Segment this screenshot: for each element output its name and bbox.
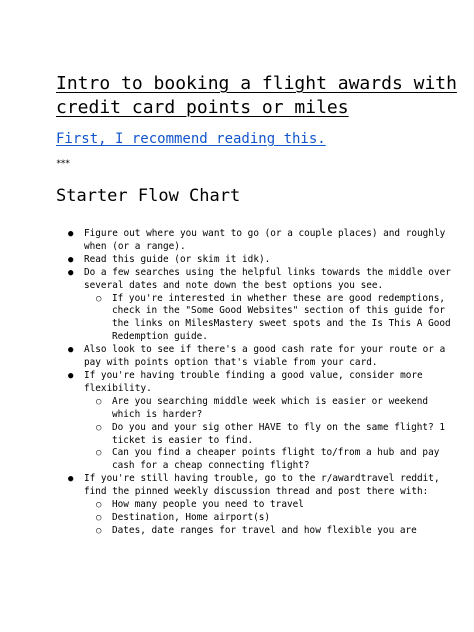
recommended-reading-link[interactable]: First, I recommend reading this. (56, 131, 326, 147)
list-item-text: Can you find a cheaper points flight to/from a hub and pay (112, 447, 440, 459)
list-item-text: check in the "Some Good Websites" section of this guide for (112, 305, 446, 317)
list-item (56, 499, 428, 512)
hollow-bullet-icon: ○ (96, 512, 102, 523)
list-item-text: Redemption guide. (112, 331, 208, 343)
list-item-text: Figure out where you want to go (or a couple places) and roughly (84, 228, 446, 239)
list-item-text: If you're still having trouble, go to the r/awardtravel reddit, (84, 473, 440, 485)
list-item (56, 421, 446, 448)
list-item-text: flexibility. (84, 382, 152, 394)
list-item-text: the links on MilesMastery sweet spots and the Is This A Good (112, 318, 451, 330)
list-item (56, 525, 428, 538)
filled-bullet-icon: ● (68, 474, 74, 485)
list-item-text: when (or a range). (84, 240, 186, 252)
list-item-text: find the pinned weekly discussion thread and post there with: (84, 486, 429, 498)
list-item-text: Do a few searches using the helpful links towards the middle over (84, 266, 451, 278)
list-item (56, 396, 428, 422)
title-line-1: Intro to booking a flight awards with (56, 73, 457, 94)
hollow-bullet-icon: ○ (96, 448, 102, 459)
title-line-2: credit card points or miles (56, 97, 349, 118)
list-item-text: Are you searching middle week which is easier or weekend (112, 395, 429, 407)
list-item-text: cash for a cheap connecting flight? (112, 460, 310, 472)
hollow-bullet-icon: ○ (96, 525, 102, 536)
hollow-bullet-icon: ○ (96, 396, 102, 407)
list-item (56, 447, 440, 473)
list-item-text: If you're interested in whether these are good redemptions, (112, 292, 446, 304)
filled-bullet-icon: ● (68, 370, 74, 381)
list-item (56, 254, 428, 267)
filled-bullet-icon: ● (68, 254, 74, 265)
filled-bullet-icon: ● (68, 345, 74, 356)
list-item-text: If you're having trouble finding a good value, consider more (84, 369, 423, 381)
section-heading: Starter Flow Chart (56, 186, 241, 206)
list-item-text: How many people you need to travel (112, 499, 304, 511)
hollow-bullet-icon: ○ (96, 422, 102, 433)
list-item (56, 228, 446, 254)
list-item-text: pay with points option that's viable from your card. (84, 357, 378, 369)
list-item-text: ticket is easier to find. (112, 434, 254, 446)
list-item-text: which is harder? (112, 408, 203, 420)
document-title (56, 72, 457, 120)
list-item-text: Also look to see if there's a good cash rate for your route or a (84, 344, 446, 356)
list-item (56, 370, 428, 396)
hollow-bullet-icon: ○ (96, 500, 102, 511)
hollow-bullet-icon: ○ (96, 293, 102, 304)
list-item-text: Destination, Home airport(s) (112, 511, 271, 523)
list-item (56, 292, 451, 345)
list-item-text: Do you and your sig other HAVE to fly on the same flight? 1 (112, 421, 446, 433)
list-item (56, 266, 451, 293)
list-item (56, 512, 428, 525)
filled-bullet-icon: ● (68, 267, 74, 278)
list-item-text: several dates and note down the best options you see. (84, 279, 384, 291)
list-item (56, 344, 446, 370)
list-item-text: Dates, date ranges for travel and how flexible you are (112, 524, 417, 536)
list-item-text: Read this guide (or skim it idk). (84, 253, 271, 265)
flow-chart-list (56, 228, 451, 538)
filled-bullet-icon: ● (68, 229, 74, 239)
list-item (56, 473, 440, 499)
separator: *** (56, 159, 70, 169)
